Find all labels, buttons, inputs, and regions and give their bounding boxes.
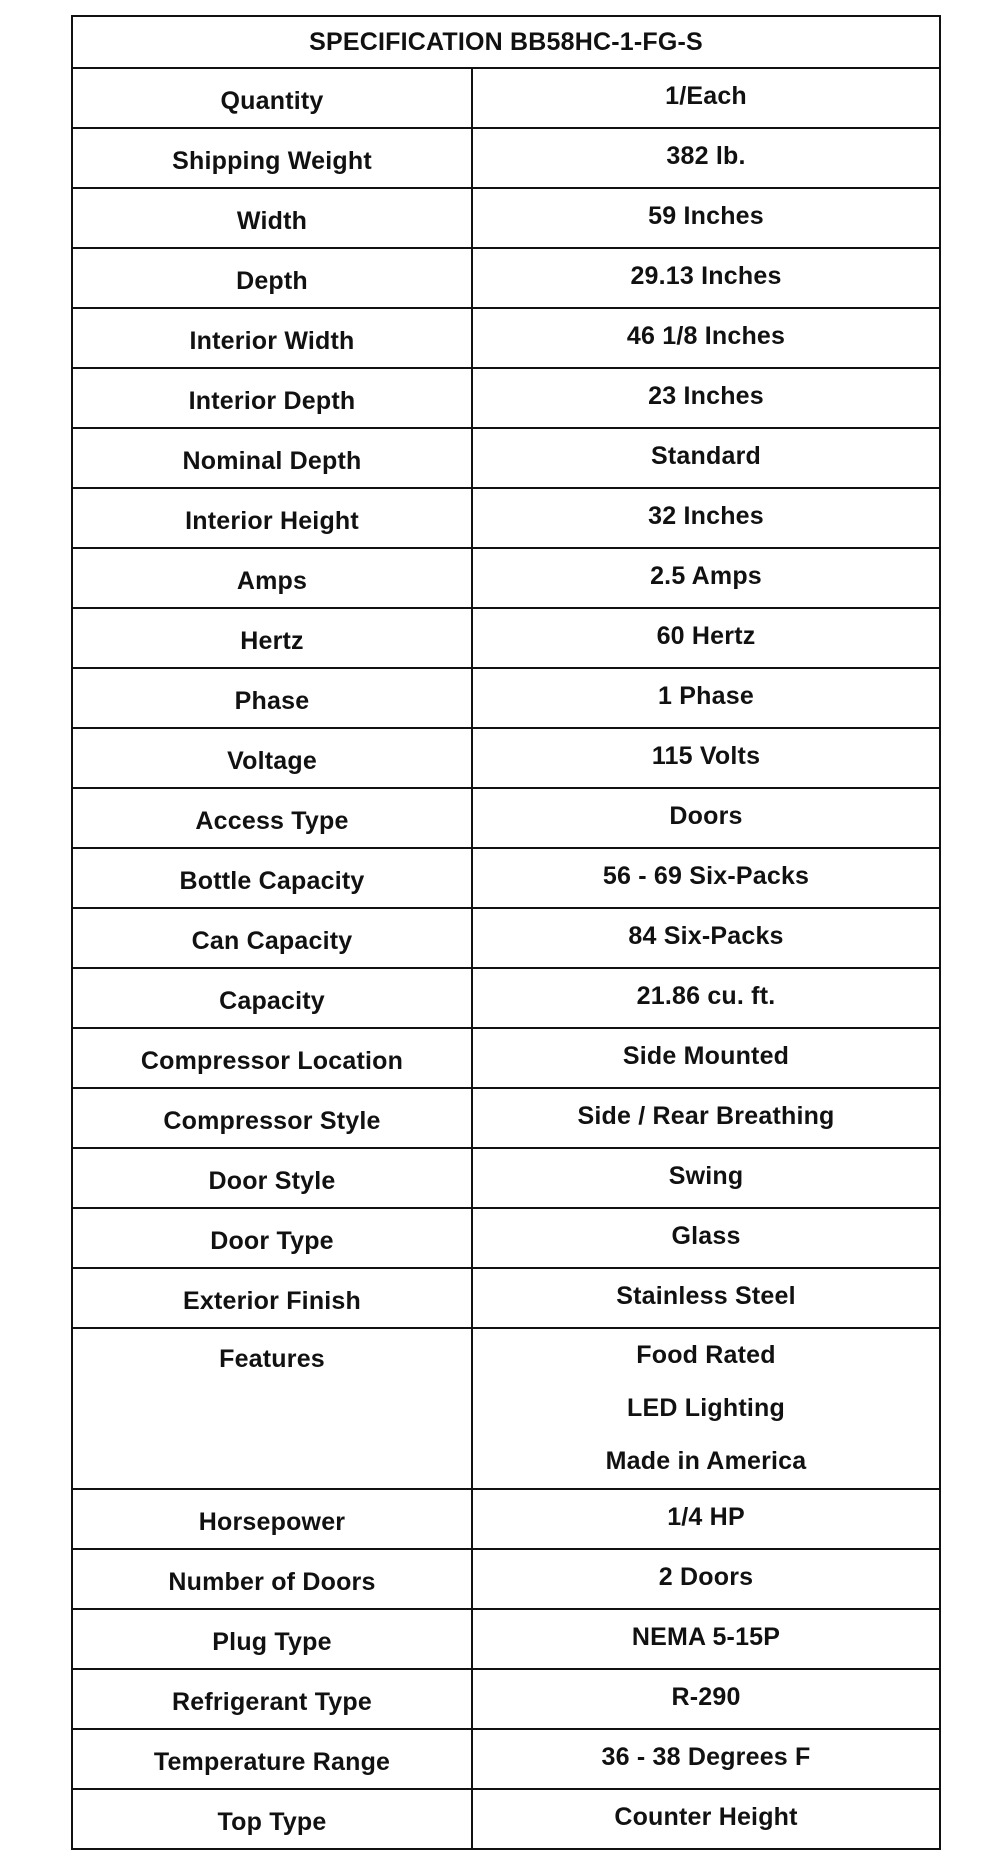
table-row	[72, 1028, 940, 1088]
features-label: Features	[72, 1328, 472, 1489]
table-row	[72, 968, 940, 1028]
spec-label: Phase	[72, 668, 472, 728]
spec-value: 60 Hertz	[472, 608, 940, 668]
feature-item: Made in America	[605, 1447, 807, 1475]
table-row	[72, 488, 940, 548]
spec-value: 36 - 38 Degrees F	[472, 1729, 940, 1789]
spec-label: Door Type	[72, 1208, 472, 1268]
table-row	[72, 1489, 940, 1549]
table-row	[72, 188, 940, 248]
table-row	[72, 1549, 940, 1609]
spec-label: Depth	[72, 248, 472, 308]
spec-value: Stainless Steel	[472, 1268, 940, 1328]
spec-label: Access Type	[72, 788, 472, 848]
spec-value: Side Mounted	[472, 1028, 940, 1088]
table-row	[72, 1609, 940, 1669]
table-row	[72, 428, 940, 488]
spec-label: Temperature Range	[72, 1729, 472, 1789]
spec-value: 1/Each	[472, 68, 940, 128]
table-row	[72, 1729, 940, 1789]
spec-value: 59 Inches	[472, 188, 940, 248]
table-row	[72, 728, 940, 788]
spec-value: NEMA 5-15P	[472, 1609, 940, 1669]
feature-item: Food Rated	[636, 1341, 776, 1369]
specification-table	[71, 15, 941, 1850]
feature-item: LED Lighting	[627, 1394, 785, 1422]
spec-label: Shipping Weight	[72, 128, 472, 188]
table-row	[72, 1268, 940, 1328]
table-row	[72, 368, 940, 428]
spec-value: 2 Doors	[472, 1549, 940, 1609]
spec-value: 382 lb.	[472, 128, 940, 188]
table-row	[72, 68, 940, 128]
spec-value: 21.86 cu. ft.	[472, 968, 940, 1028]
table-row	[72, 128, 940, 188]
spec-label: Interior Depth	[72, 368, 472, 428]
features-row	[72, 1328, 940, 1489]
spec-value: 1/4 HP	[472, 1489, 940, 1549]
table-row	[72, 1148, 940, 1208]
spec-label: Hertz	[72, 608, 472, 668]
spec-value: 32 Inches	[472, 488, 940, 548]
spec-label: Top Type	[72, 1789, 472, 1849]
spec-label: Voltage	[72, 728, 472, 788]
spec-label: Plug Type	[72, 1609, 472, 1669]
spec-value: Standard	[472, 428, 940, 488]
spec-label: Can Capacity	[72, 908, 472, 968]
spec-label: Bottle Capacity	[72, 848, 472, 908]
spec-value: 56 - 69 Six-Packs	[472, 848, 940, 908]
spec-value: Glass	[472, 1208, 940, 1268]
spec-value: R-290	[472, 1669, 940, 1729]
table-row	[72, 1669, 940, 1729]
table-header-row	[72, 16, 940, 68]
spec-label: Interior Width	[72, 308, 472, 368]
spec-label: Compressor Style	[72, 1088, 472, 1148]
spec-value: Swing	[472, 1148, 940, 1208]
table-row	[72, 1789, 940, 1849]
spec-label: Capacity	[72, 968, 472, 1028]
table-row	[72, 1088, 940, 1148]
spec-label: Compressor Location	[72, 1028, 472, 1088]
spec-label: Amps	[72, 548, 472, 608]
spec-label: Exterior Finish	[72, 1268, 472, 1328]
spec-value: 46 1/8 Inches	[472, 308, 940, 368]
spec-label: Number of Doors	[72, 1549, 472, 1609]
spec-value: 115 Volts	[472, 728, 940, 788]
table-row	[72, 668, 940, 728]
table-body	[72, 68, 940, 1849]
spec-value: Side / Rear Breathing	[472, 1088, 940, 1148]
table-row	[72, 788, 940, 848]
spec-label: Quantity	[72, 68, 472, 128]
table-row	[72, 308, 940, 368]
spec-value: 23 Inches	[472, 368, 940, 428]
spec-label: Interior Height	[72, 488, 472, 548]
spec-value: Counter Height	[472, 1789, 940, 1849]
features-values	[472, 1328, 940, 1489]
table-row	[72, 248, 940, 308]
table-title: SPECIFICATION BB58HC-1-FG-S	[72, 16, 940, 68]
spec-value: Doors	[472, 788, 940, 848]
spec-label: Refrigerant Type	[72, 1669, 472, 1729]
spec-label: Door Style	[72, 1148, 472, 1208]
table-row	[72, 1208, 940, 1268]
spec-label: Horsepower	[72, 1489, 472, 1549]
table-row	[72, 608, 940, 668]
table-row	[72, 848, 940, 908]
spec-label: Nominal Depth	[72, 428, 472, 488]
spec-value: 29.13 Inches	[472, 248, 940, 308]
table-row	[72, 908, 940, 968]
spec-value: 2.5 Amps	[472, 548, 940, 608]
spec-label: Width	[72, 188, 472, 248]
spec-value: 1 Phase	[472, 668, 940, 728]
table-row	[72, 548, 940, 608]
spec-value: 84 Six-Packs	[472, 908, 940, 968]
